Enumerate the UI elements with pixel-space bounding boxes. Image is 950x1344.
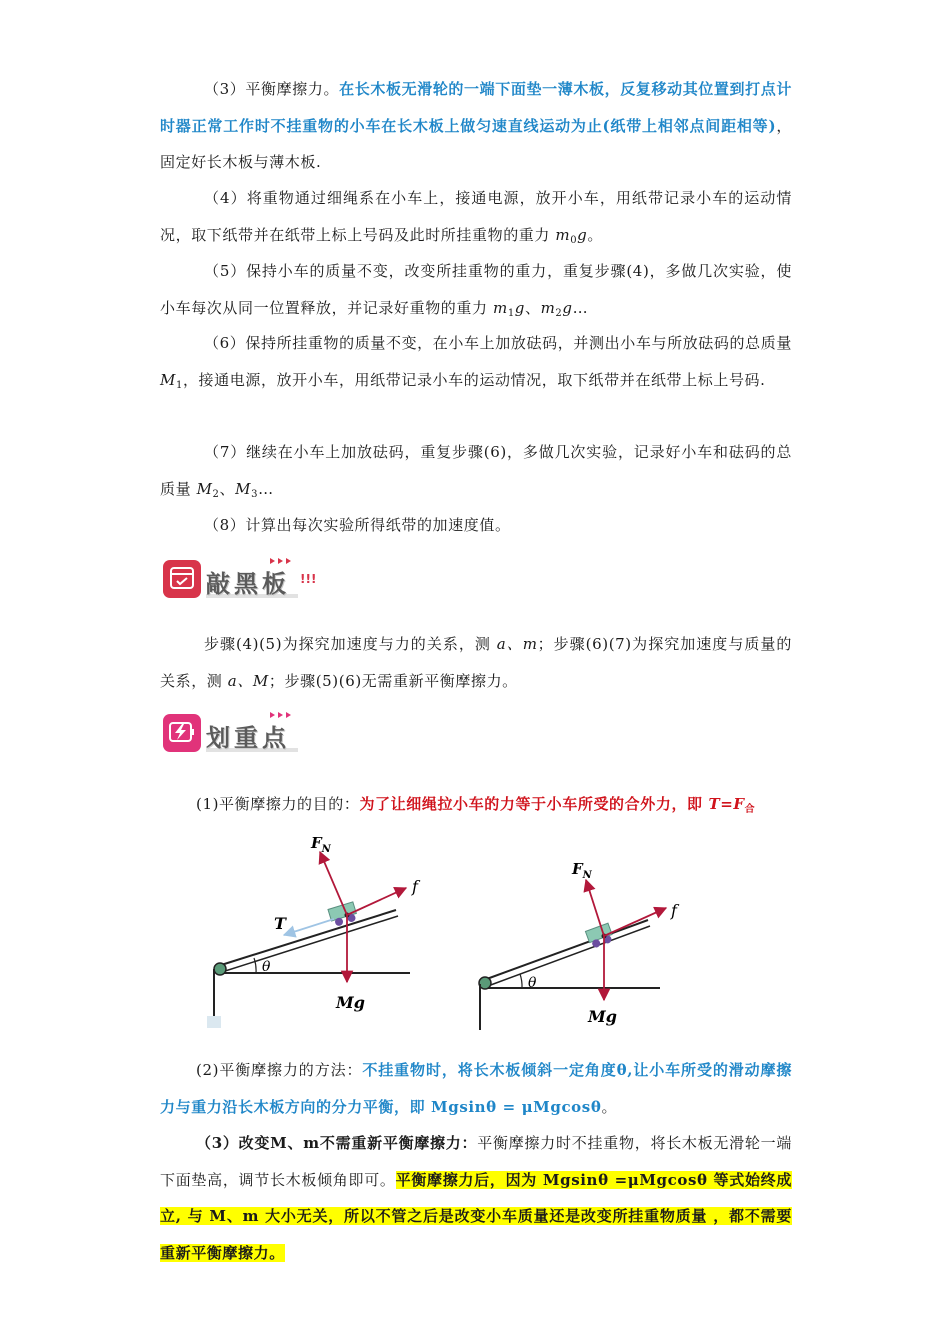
step-3-emphasis: 在长木板无滑轮的一端下面垫一薄木板，反复移动其位置到打点计时器正常工作时不挂重物的小车在长木板上做匀速直线运动为止(纸带上相邻点间距相等): [160, 80, 792, 135]
hanging-weight: [207, 1016, 221, 1028]
incline-figure-without-weight: [470, 850, 700, 1040]
step-6-tail: ，接通电源，放开小车，用纸带记录小车的运动情况，取下纸带并在纸带上标上号码.: [182, 370, 766, 389]
step-4-paragraph: [160, 180, 792, 253]
key-point-2-emphasis: 不挂重物时，将长木板倾斜一定角度θ,让小车所受的滑动摩擦力与重力沿长木板方向的分力平衡，即 Mgsinθ = μMgcosθ: [160, 1061, 792, 1116]
step-6-paragraph: [160, 325, 792, 398]
sub-he: 合: [744, 804, 756, 815]
FN-label: $F_N$: [311, 834, 331, 855]
separator: 、: [524, 298, 541, 317]
key-points-banner: [162, 710, 352, 756]
board-bottom: [222, 916, 398, 972]
banner-title: 划重点: [206, 724, 290, 752]
Mg-label: Mg: [588, 1007, 617, 1026]
key-point-3-highlight: 平衡摩擦力后，因为 Mgsinθ =μMgcosθ 等式始终成立, 与 M、m 大小无关，所以不管之后是改变小车质量还是改变所挂重物质量 ，都不需要重新平衡摩擦力。: [160, 1170, 792, 1262]
note-text-b: ；步骤(6)(7)为探究加速度与质量的关系，测: [160, 635, 793, 690]
angle-arc: [520, 974, 522, 988]
note-paragraph: [160, 626, 792, 699]
key-point-2: [160, 1052, 792, 1125]
step-6-text: （6）保持所挂重物的质量不变，在小车上加放砝码，并测出小车与所放砝码的总质量: [204, 334, 792, 352]
key-point-3-text: 平衡摩擦力时不挂重物，将长木板无滑轮一端下面垫高，调节长木板倾角即可。: [160, 1134, 792, 1189]
exclamation-mark: !!!: [300, 572, 317, 586]
key-point-1-heading: (1)平衡摩擦力的目的：: [196, 795, 360, 813]
sub-M1: 1: [175, 379, 183, 391]
step-3-tail: ，固定好长木板与薄木板.: [160, 116, 792, 171]
f-label: f: [671, 901, 677, 920]
incline-figure-with-weight: [196, 830, 426, 1030]
FN-label: $F_N$: [572, 860, 592, 881]
T-label: T: [274, 914, 286, 933]
knock-blackboard-banner: [162, 556, 352, 602]
Mg-label: Mg: [336, 993, 365, 1012]
note-vars-1: a、m: [496, 635, 538, 653]
theta-label: θ: [262, 959, 271, 975]
normal-force-arrow: [320, 852, 347, 915]
var-M2: M: [196, 479, 213, 498]
f-label: f: [412, 877, 418, 896]
var-g: g: [577, 225, 588, 244]
sub-0: 0: [570, 234, 578, 246]
board-bottom: [488, 926, 650, 986]
step-4-end: 。: [587, 225, 603, 244]
step-4-text: （4）将重物通过细绳系在小车上，接通电源，放开小车，用纸带记录小车的运动情况，取下纸带并在纸带上标上号码及此时所挂重物的重力: [160, 189, 792, 244]
key-point-2-end: 。: [601, 1097, 618, 1116]
equation-T-F: T=F: [708, 795, 745, 813]
board-top: [218, 910, 396, 966]
separator: 、: [219, 479, 236, 498]
step-3-paragraph: [160, 71, 792, 181]
var-M1: M: [160, 370, 176, 389]
var-m1: m: [492, 298, 508, 317]
theta-label: θ: [528, 975, 537, 991]
step-5-text: （5）保持小车的质量不变，改变所挂重物的重力，重复步骤(4)，多做几次实验，使小车每次从同一位置释放，并记录好重物的重力: [160, 262, 792, 317]
note-text-c: ；步骤(5)(6)无需重新平衡摩擦力。: [268, 671, 518, 690]
angle-arc: [254, 958, 256, 973]
pulley: [214, 963, 226, 975]
var-g2: g: [562, 298, 573, 317]
note-text-a: 步骤(4)(5)为探究加速度与力的关系，测: [204, 635, 497, 653]
step-7-paragraph: [160, 434, 792, 507]
sub-2: 2: [555, 307, 563, 319]
key-point-2-heading: (2)平衡摩擦力的方法：: [196, 1061, 363, 1079]
ellipsis: …: [258, 479, 274, 498]
sub-M3: 3: [251, 488, 259, 500]
var-g1: g: [514, 298, 525, 317]
sub-1: 1: [507, 307, 515, 319]
key-point-3: [160, 1125, 792, 1271]
note-vars-2: a、M: [227, 671, 269, 690]
key-point-1: [196, 786, 792, 823]
step-7-text: （7）继续在小车上加放砝码，重复步骤(6)，多做几次实验，记录好小车和砝码的总质量: [160, 443, 792, 498]
step-8-paragraph: （8）计算出每次实验所得纸带的加速度值。: [204, 516, 511, 534]
friction-arrow: [347, 888, 406, 915]
var-m0: m: [555, 225, 571, 244]
key-point-1-emphasis: 为了让细绳拉小车的力等于小车所受的合外力，即: [359, 795, 709, 813]
step-5-paragraph: [160, 253, 792, 326]
sub-M2: 2: [212, 488, 220, 500]
step-3-heading: （3）平衡摩擦力。: [204, 80, 340, 98]
var-M3: M: [235, 479, 252, 498]
var-m2: m: [540, 298, 556, 317]
banner-title: 敲黑板: [206, 570, 290, 598]
board-top: [484, 920, 648, 980]
ellipsis: …: [572, 298, 589, 317]
key-point-3-heading: （3）改变M、m不需重新平衡摩擦力：: [196, 1134, 478, 1152]
